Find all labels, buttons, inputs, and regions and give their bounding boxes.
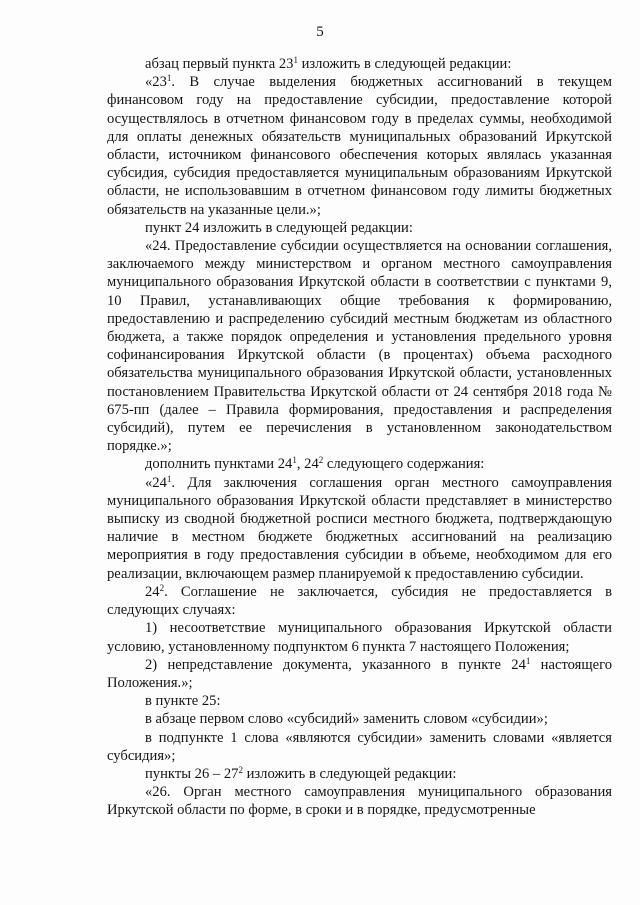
paragraph xyxy=(107,55,612,73)
paragraph xyxy=(107,656,612,692)
paragraph xyxy=(107,73,612,219)
paragraph xyxy=(107,237,612,455)
text-run: 24 xyxy=(145,583,160,600)
text-run: , 24 xyxy=(296,456,319,473)
superscript: 2 xyxy=(159,582,165,593)
text-run: в абзаце первом слово «субсидий» заменить словом «субсидии»; xyxy=(145,711,548,728)
text-run: следующего содержания: xyxy=(323,456,485,473)
paragraph xyxy=(107,710,612,728)
text-run: в пункте 25: xyxy=(145,693,221,710)
text-run: настоящего Положения.»; xyxy=(107,656,612,691)
superscript: 2 xyxy=(318,455,324,466)
paragraph xyxy=(107,619,612,655)
paragraph xyxy=(107,474,612,583)
document-body xyxy=(107,55,612,820)
paragraph xyxy=(107,455,612,473)
text-run: «23 xyxy=(145,74,167,91)
superscript: 1 xyxy=(293,55,298,65)
text-run: в подпункте 1 слова «являются субсидии» заменить словами «является субсидия»; xyxy=(107,729,612,764)
text-run: пункт 24 изложить в следующей редакции: xyxy=(145,219,413,236)
text-run: дополнить пунктами 24 xyxy=(145,456,293,473)
text-run: 1) несоответствие муниципального образования Иркутской области условию, установленному подпунктом 6 пункта 7 настоящего Положения; xyxy=(107,620,612,655)
text-run: изложить в следующей редакции: xyxy=(242,765,457,782)
page-number: 5 xyxy=(316,24,324,40)
superscript: 1 xyxy=(166,73,172,84)
paragraph xyxy=(107,765,612,783)
text-run: «24. Предоставление субсидии осуществляется на основании соглашения, заключаемого между министерством и органом местного самоуправления муниципального образования Иркутской области в соответствии с пунктами 9, 10 Правил, устанавливающих общие требования к формированию, предоставлению и распределению субсидий местным бюджетам из областного бюджета, а также порядок определения и установления предельного уровня софинансирования Иркутской области (в процентах) объема расходного обязательства муниципального образования Иркутской области, установленных постановлением Правительства Иркутской области от 24 сентября 2018 года № 675-пп (далее – Правила формирования, предоставления и распределения субсидий), путем ее перечисления в установленном законодательством порядке.»; xyxy=(107,238,612,455)
superscript: 1 xyxy=(292,455,297,466)
text-run: . В случае выделения бюджетных ассигнований в текущем финансовом году на предоставление субсидии, предоставление которой осуществлялось в отчетном финансовом году в пределах суммы, необходимой для оплаты денежных обязательств муниципальных образований Иркутской области, источником финансового обеспечения которых являлась указанная субсидия, субсидия предоставляется муниципальным образованиям Иркутской области, не использовавшим в отчетном финансовом году лимиты бюджетных обязательств на указанные цели.»; xyxy=(107,74,612,218)
text-run: 2) непредставление документа, указанного в пункте 24 xyxy=(145,656,526,673)
paragraph xyxy=(107,692,612,710)
text-run: . Соглашение не заключается, субсидия не предоставляется в следующих случаях: xyxy=(107,583,612,619)
text-run: абзац первый пункта 23 xyxy=(145,56,294,72)
superscript: 1 xyxy=(166,473,172,484)
text-run: изложить в следующей редакции: xyxy=(297,56,512,72)
text-run: «26. Орган местного самоуправления муниципального образования Иркутской области по форме, в сроки и в порядке, предусмотренные xyxy=(107,784,612,819)
paragraph xyxy=(107,783,612,819)
superscript: 2 xyxy=(238,764,243,775)
text-run: пункты 26 – 27 xyxy=(145,765,239,782)
paragraph xyxy=(107,219,612,237)
paragraph xyxy=(107,729,612,765)
text-run: . Для заключения соглашения орган местного самоуправления муниципального образования Иркутской области представляет в министерство выписку из сводной бюджетной росписи местного бюджета, подтверждающую наличие в местном бюджете бюджетных ассигнований на реализацию мероприятия в году предоставления субсидии в объеме, необходимом для его реализации, включающем размер планируемой к предоставлению субсидии. xyxy=(107,474,612,582)
text-run: «24 xyxy=(145,474,167,491)
paragraph xyxy=(107,583,612,619)
superscript: 1 xyxy=(525,655,531,666)
